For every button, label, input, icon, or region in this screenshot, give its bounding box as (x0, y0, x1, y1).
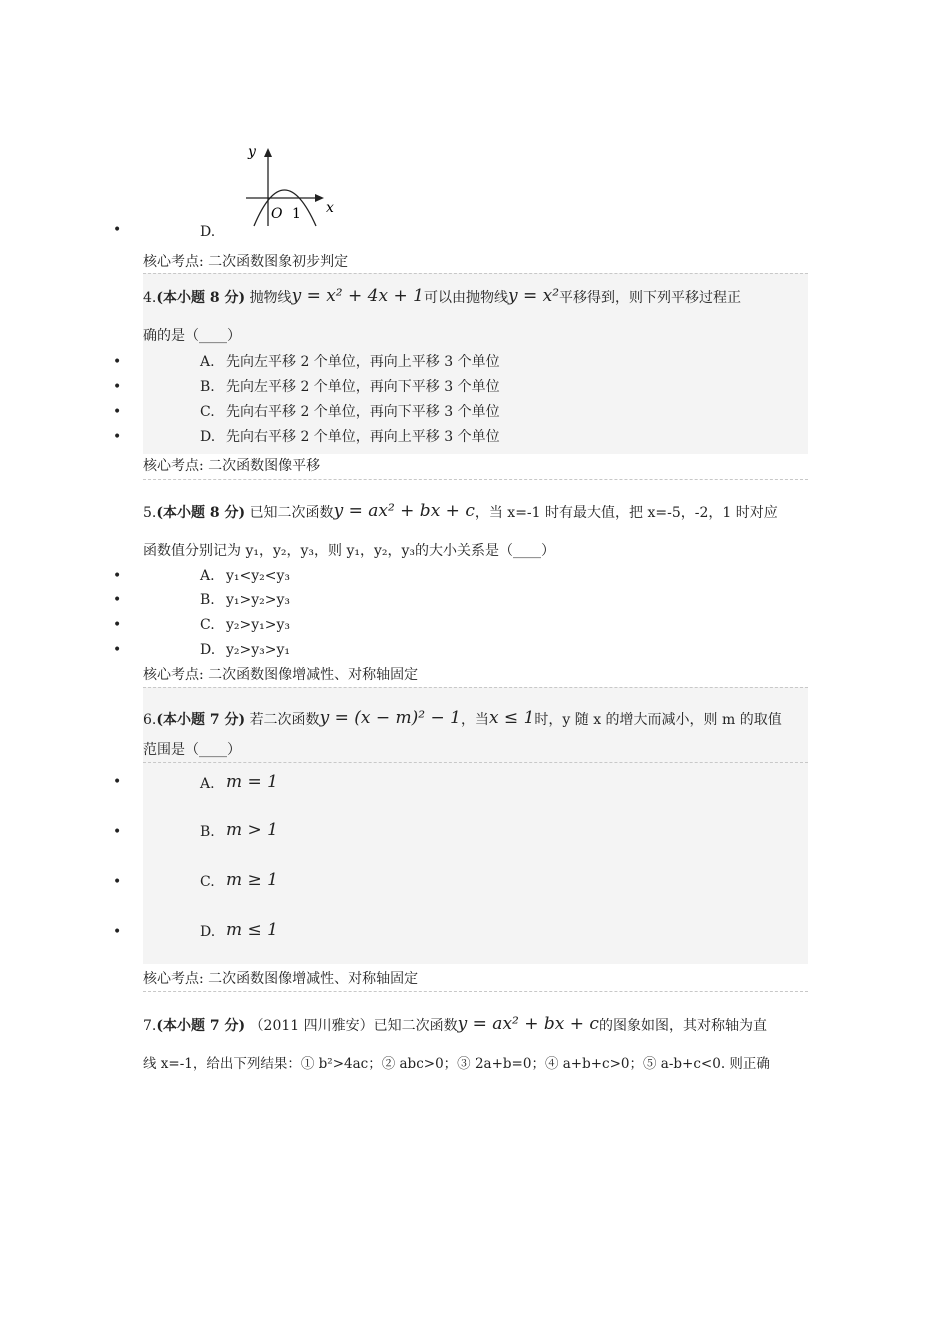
q3-option-d-letter[interactable]: D. (200, 224, 216, 240)
question-number: 6. (143, 712, 157, 728)
stem-text: 已知二次函数 (249, 505, 334, 521)
y-label: y (248, 144, 256, 160)
q4-option-b[interactable]: B. 先向左平移 2 个单位，再向下平移 3 个单位 (200, 379, 500, 395)
stem-text: 时，y 随 x 的增大而减小，则 m 的取值 (534, 712, 782, 728)
q6-option-d[interactable]: D. m ≤ 1 (200, 920, 278, 940)
q5-core-point (143, 663, 808, 687)
question-number: 4. (143, 290, 157, 306)
list-bullet: • (113, 222, 122, 238)
q6-option-a[interactable]: A. m = 1 (200, 772, 278, 792)
question-number: 5. (143, 505, 157, 521)
x-axis-arrow (315, 194, 324, 202)
parabola-curve (254, 190, 316, 226)
question-points: (本小题 7 分) (156, 712, 246, 728)
stem-text: 平移得到，则下列平移过程正 (559, 290, 742, 306)
formula: y = ax² + bx + c (457, 1014, 599, 1034)
stem-text: 的图象如图，其对称轴为直 (598, 1018, 767, 1034)
stem-text: 函数值分别记为 y₁，y₂，y₃，则 y₁，y₂，y₃的大小关系是（____） (143, 543, 556, 559)
list-bullet: • (113, 617, 122, 633)
q5-option-d[interactable]: D. y₂>y₃>y₁ (200, 642, 291, 658)
one-label: 1 (292, 206, 301, 222)
list-bullet: • (113, 379, 122, 395)
stem-text: （2011 四川雅安）已知二次函数 (249, 1018, 458, 1034)
question-number: 7. (143, 1018, 157, 1034)
list-bullet: • (113, 774, 122, 790)
q4-option-c[interactable]: C. 先向右平移 2 个单位，再向下平移 3 个单位 (200, 404, 500, 420)
core-point-text: 核心考点: 二次函数图象初步判定 (143, 254, 349, 270)
q6-stem (143, 692, 808, 763)
q5-option-b[interactable]: B. y₁>y₂>y₃ (200, 592, 291, 608)
stem-text: ，当 x=-1 时有最大值，把 x=-5，-2，1 时对应 (474, 505, 778, 521)
list-bullet: • (113, 642, 122, 658)
stem-text: 确的是（____） (143, 328, 241, 344)
q4-option-d[interactable]: D. 先向右平移 2 个单位，再向上平移 3 个单位 (200, 429, 500, 445)
question-points: (本小题 8 分) (156, 290, 246, 306)
q6-option-c[interactable]: C. m ≥ 1 (200, 870, 278, 890)
question-points: (本小题 8 分) (156, 505, 246, 521)
formula: x ≤ 1 (488, 708, 535, 728)
q4-stem (143, 278, 808, 344)
list-bullet: • (113, 354, 122, 370)
list-bullet: • (113, 824, 122, 840)
q7-stem (143, 1006, 808, 1086)
core-point-text: 核心考点: 二次函数图像增减性、对称轴固定 (143, 667, 419, 683)
stem-text: 线 x=-1，给出下列结果：① b²>4ac；② abc>0；③ 2a+b=0；④ a+b+c>0；⑤ a-b+c<0. 则正确 (143, 1056, 770, 1072)
list-bullet: • (113, 404, 122, 420)
q5-stem (143, 495, 808, 565)
question-points: (本小题 7 分) (156, 1018, 246, 1034)
formula: y = x² + 4x + 1 (291, 286, 424, 306)
formula: y = x² (507, 286, 560, 306)
q6-core-point (143, 963, 808, 992)
formula: y = ax² + bx + c (333, 501, 475, 521)
list-bullet: • (113, 874, 122, 890)
core-point-text: 核心考点: 二次函数图像增减性、对称轴固定 (143, 971, 419, 987)
parabola-graph (240, 140, 340, 230)
stem-text: 若二次函数 (249, 712, 320, 728)
q6-option-b[interactable]: B. m > 1 (200, 820, 278, 840)
q5-option-a[interactable]: A. y₁<y₂<y₃ (200, 568, 291, 584)
y-axis-arrow (264, 148, 272, 157)
stem-text: 范围是（____） (143, 742, 241, 758)
origin-label: O (271, 206, 283, 222)
list-bullet: • (113, 924, 122, 940)
list-bullet: • (113, 568, 122, 584)
q4-core-point (143, 453, 808, 480)
formula: y = (x − m)² − 1 (319, 708, 461, 728)
x-label: x (326, 200, 334, 216)
stem-text: 可以由抛物线 (423, 290, 508, 306)
q5-option-c[interactable]: C. y₂>y₁>y₃ (200, 617, 291, 633)
list-bullet: • (113, 592, 122, 608)
q3-core-point (143, 248, 808, 274)
list-bullet: • (113, 429, 122, 445)
q4-option-a[interactable]: A. 先向左平移 2 个单位，再向上平移 3 个单位 (200, 354, 500, 370)
stem-text: 抛物线 (249, 290, 292, 306)
stem-text: ，当 (460, 712, 489, 728)
core-point-text: 核心考点: 二次函数图像平移 (143, 458, 321, 474)
